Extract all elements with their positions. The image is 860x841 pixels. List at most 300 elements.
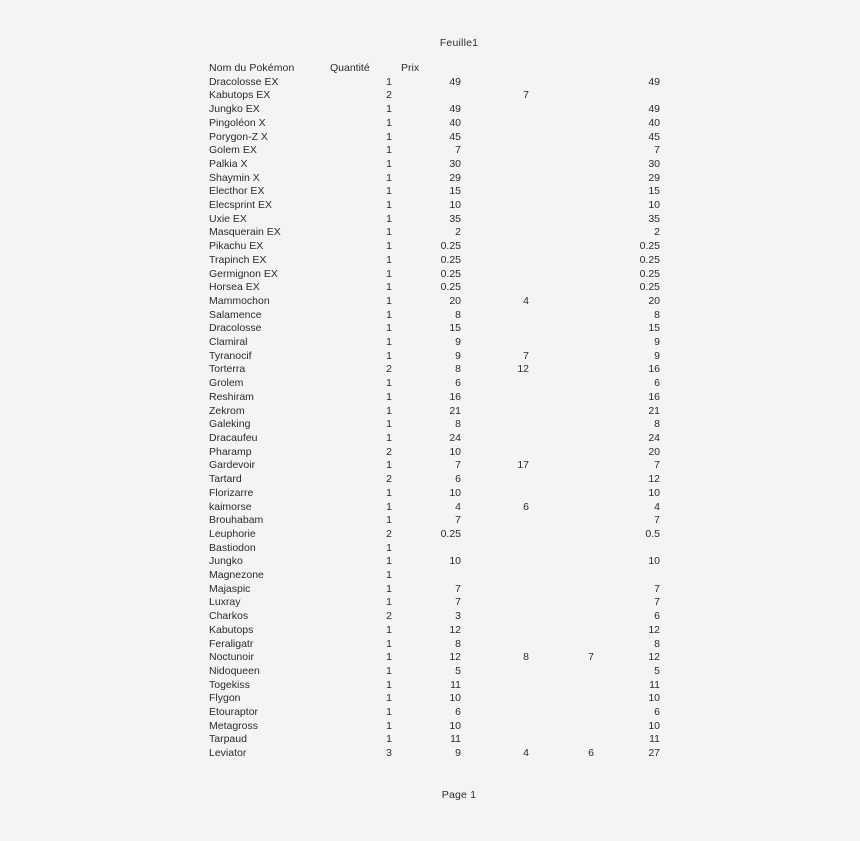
cell-price: 8 <box>455 418 461 431</box>
cell-quantity: 2 <box>386 610 392 623</box>
cell-extra1 <box>461 624 529 638</box>
cell-price: 10 <box>449 719 461 732</box>
cell-name: Brouhabam <box>209 514 264 527</box>
cell-quantity: 1 <box>386 75 392 88</box>
cell-total: 35 <box>648 212 660 225</box>
table-row <box>209 514 660 528</box>
cell-price: 49 <box>449 75 461 88</box>
cell-quantity: 2 <box>386 445 392 458</box>
cell-extra2 <box>529 514 594 528</box>
cell-total: 10 <box>648 719 660 732</box>
cell-price: 7 <box>455 514 461 527</box>
cell-name: Mammochon <box>209 294 270 307</box>
cell-name: Porygon-Z X <box>209 130 268 143</box>
table-row <box>209 651 660 665</box>
table-row <box>209 405 660 419</box>
table-row <box>209 555 660 569</box>
cell-price: 20 <box>449 294 461 307</box>
column-header-price: Prix <box>401 62 420 74</box>
table-row <box>209 89 660 103</box>
table-row <box>209 583 660 597</box>
table-body <box>209 76 660 761</box>
cell-quantity: 1 <box>386 418 392 431</box>
cell-quantity: 1 <box>386 103 392 116</box>
cell-total: 4 <box>654 500 660 513</box>
cell-total: 9 <box>654 349 660 362</box>
cell-name: Galeking <box>209 418 251 431</box>
cell-price: 12 <box>449 623 461 636</box>
cell-extra1 <box>461 706 529 720</box>
cell-quantity: 1 <box>386 322 392 335</box>
cell-extra2 <box>529 144 594 158</box>
cell-extra1 <box>461 638 529 652</box>
cell-price: 15 <box>449 185 461 198</box>
cell-extra2 <box>529 226 594 240</box>
cell-quantity: 1 <box>386 294 392 307</box>
cell-price: 11 <box>450 733 461 746</box>
cell-extra2 <box>529 665 594 679</box>
cell-total: 11 <box>649 678 660 691</box>
cell-total: 27 <box>648 747 660 760</box>
cell-extra2 <box>529 405 594 419</box>
cell-price: 30 <box>449 157 461 170</box>
cell-total: 20 <box>648 294 660 307</box>
cell-extra2 <box>529 459 594 473</box>
cell-quantity: 1 <box>386 514 392 527</box>
cell-extra2 <box>529 569 594 583</box>
cell-total: 30 <box>648 157 660 170</box>
column-header-extra2 <box>529 62 594 76</box>
cell-extra2 <box>529 295 594 309</box>
cell-price: 5 <box>455 664 461 677</box>
table-row <box>209 213 660 227</box>
cell-extra1 <box>461 487 529 501</box>
cell-extra1 <box>461 569 529 583</box>
cell-extra2 <box>529 268 594 282</box>
cell-name: Dracolosse <box>209 322 262 335</box>
cell-price: 7 <box>455 144 461 157</box>
cell-price: 8 <box>455 363 461 376</box>
table-row <box>209 692 660 706</box>
cell-name: Noctunoir <box>209 651 254 664</box>
table-row <box>209 76 660 90</box>
cell-name: Charkos <box>209 610 249 623</box>
cell-extra1: 8 <box>523 651 529 664</box>
cell-quantity: 1 <box>386 253 392 266</box>
cell-name: Grolem <box>209 377 244 390</box>
cell-quantity: 2 <box>386 89 392 102</box>
cell-extra1: 12 <box>517 363 529 376</box>
cell-price: 29 <box>449 171 461 184</box>
cell-extra2 <box>529 679 594 693</box>
cell-extra2 <box>529 281 594 295</box>
table-row <box>209 226 660 240</box>
cell-total: 12 <box>648 473 660 486</box>
cell-extra1: 6 <box>523 500 529 513</box>
cell-quantity: 1 <box>386 596 392 609</box>
cell-price: 10 <box>449 555 461 568</box>
cell-price: 10 <box>449 692 461 705</box>
cell-price: 6 <box>455 473 461 486</box>
cell-name: Feraligatr <box>209 637 254 650</box>
cell-price: 4 <box>455 500 461 513</box>
cell-quantity: 1 <box>386 281 392 294</box>
cell-extra1 <box>461 158 529 172</box>
cell-total: 0.25 <box>639 240 660 253</box>
cell-quantity: 1 <box>386 157 392 170</box>
table-row <box>209 158 660 172</box>
cell-name: Leviator <box>209 747 247 760</box>
cell-extra1 <box>461 185 529 199</box>
cell-name: Dracolosse EX <box>209 75 279 88</box>
cell-price: 8 <box>455 308 461 321</box>
cell-name: Elecsprint EX <box>209 199 273 212</box>
cell-name: Togekiss <box>209 678 250 691</box>
cell-quantity: 1 <box>386 678 392 691</box>
cell-extra1 <box>461 555 529 569</box>
cell-price: 40 <box>449 116 461 129</box>
cell-extra1 <box>461 733 529 747</box>
cell-extra2 <box>529 583 594 597</box>
table-row <box>209 624 660 638</box>
cell-extra2 <box>529 350 594 364</box>
cell-quantity: 1 <box>386 240 392 253</box>
cell-name: Masquerain EX <box>209 226 281 239</box>
cell-quantity: 1 <box>386 185 392 198</box>
cell-total: 7 <box>654 459 660 472</box>
cell-name: Horsea EX <box>209 281 260 294</box>
cell-extra2 <box>529 172 594 186</box>
cell-extra1 <box>461 432 529 446</box>
cell-extra2 <box>529 528 594 542</box>
cell-extra1 <box>461 473 529 487</box>
cell-extra1 <box>461 254 529 268</box>
table-row <box>209 638 660 652</box>
cell-extra2 <box>529 199 594 213</box>
cell-name: Nidoqueen <box>209 664 260 677</box>
cell-name: Palkia X <box>209 157 248 170</box>
cell-total: 7 <box>654 582 660 595</box>
cell-quantity: 1 <box>386 637 392 650</box>
cell-quantity: 1 <box>386 623 392 636</box>
cell-extra2 <box>529 446 594 460</box>
cell-total: 16 <box>648 390 660 403</box>
cell-quantity: 1 <box>386 569 392 582</box>
cell-extra1 <box>461 144 529 158</box>
cell-total: 40 <box>648 116 660 129</box>
cell-quantity: 1 <box>386 336 392 349</box>
table-row <box>209 268 660 282</box>
table-row <box>209 501 660 515</box>
table-row <box>209 542 660 556</box>
cell-price: 0.25 <box>440 281 461 294</box>
cell-name: Kabutops <box>209 623 254 636</box>
cell-price: 2 <box>455 226 461 239</box>
table-row <box>209 720 660 734</box>
table-row <box>209 254 660 268</box>
cell-extra1 <box>461 322 529 336</box>
cell-price: 12 <box>449 651 461 664</box>
column-header-total <box>594 62 660 76</box>
cell-extra1: 7 <box>523 349 529 362</box>
cell-total: 6 <box>654 706 660 719</box>
cell-quantity: 1 <box>386 212 392 225</box>
cell-extra1: 4 <box>523 747 529 760</box>
cell-total: 10 <box>648 486 660 499</box>
cell-name: Shaymin X <box>209 171 260 184</box>
cell-price: 0.25 <box>440 267 461 280</box>
cell-name: Pingoléon X <box>209 116 266 129</box>
cell-extra1 <box>461 226 529 240</box>
cell-extra1 <box>461 199 529 213</box>
cell-extra2: 7 <box>588 651 594 664</box>
table-row <box>209 377 660 391</box>
cell-name: Pharamp <box>209 445 252 458</box>
cell-extra1 <box>461 514 529 528</box>
table-row <box>209 432 660 446</box>
column-header-quantity: Quantité <box>330 62 370 74</box>
page-footer: Page 1 <box>441 789 477 801</box>
cell-total: 0.25 <box>639 253 660 266</box>
cell-quantity: 1 <box>386 431 392 444</box>
cell-extra2 <box>529 555 594 569</box>
cell-name: Gardevoir <box>209 459 256 472</box>
cell-price: 8 <box>455 637 461 650</box>
cell-extra2 <box>529 624 594 638</box>
cell-price: 10 <box>449 199 461 212</box>
cell-name: Pikachu EX <box>209 240 264 253</box>
cell-total: 12 <box>648 651 660 664</box>
sheet-title: Feuille1 <box>439 37 479 49</box>
cell-total: 29 <box>648 171 660 184</box>
cell-extra1 <box>461 281 529 295</box>
cell-extra1 <box>461 542 529 556</box>
cell-quantity: 1 <box>386 733 392 746</box>
cell-extra2 <box>529 692 594 706</box>
cell-extra1 <box>461 117 529 131</box>
cell-total: 0.25 <box>639 267 660 280</box>
cell-extra1 <box>461 596 529 610</box>
table-row <box>209 295 660 309</box>
cell-name: Flygon <box>209 692 241 705</box>
cell-extra1 <box>461 377 529 391</box>
cell-total: 8 <box>654 418 660 431</box>
cell-price: 9 <box>455 336 461 349</box>
cell-quantity: 1 <box>386 171 392 184</box>
cell-extra2 <box>529 89 594 103</box>
table-row <box>209 199 660 213</box>
cell-total: 12 <box>648 623 660 636</box>
cell-extra1: 7 <box>523 89 529 102</box>
cell-extra2 <box>529 418 594 432</box>
cell-price: 45 <box>449 130 461 143</box>
cell-quantity: 1 <box>386 459 392 472</box>
table-header-row <box>209 62 660 76</box>
cell-price: 49 <box>449 103 461 116</box>
table-row <box>209 459 660 473</box>
table-row <box>209 240 660 254</box>
table-row <box>209 309 660 323</box>
cell-quantity: 1 <box>386 390 392 403</box>
cell-total: 7 <box>654 596 660 609</box>
table-row <box>209 322 660 336</box>
cell-name: Germignon EX <box>209 267 278 280</box>
cell-total: 24 <box>648 431 660 444</box>
cell-price: 11 <box>450 678 461 691</box>
cell-quantity: 1 <box>386 582 392 595</box>
cell-total: 20 <box>648 445 660 458</box>
cell-extra1 <box>461 213 529 227</box>
cell-total: 10 <box>648 692 660 705</box>
cell-total: 9 <box>654 336 660 349</box>
cell-extra2 <box>529 487 594 501</box>
cell-name: Dracaufeu <box>209 431 258 444</box>
cell-name: Reshiram <box>209 390 254 403</box>
table-row <box>209 350 660 364</box>
cell-price: 24 <box>449 431 461 444</box>
cell-quantity: 1 <box>386 199 392 212</box>
cell-quantity: 1 <box>386 555 392 568</box>
table-row <box>209 172 660 186</box>
cell-extra1 <box>461 131 529 145</box>
table-row <box>209 747 660 761</box>
table-row <box>209 336 660 350</box>
cell-extra2 <box>529 391 594 405</box>
cell-name: Luxray <box>209 596 241 609</box>
table-row <box>209 665 660 679</box>
table-row <box>209 487 660 501</box>
cell-name: Electhor EX <box>209 185 265 198</box>
cell-price <box>392 542 461 556</box>
table-row <box>209 131 660 145</box>
cell-extra2: 6 <box>588 747 594 760</box>
cell-total: 49 <box>648 75 660 88</box>
cell-price: 15 <box>449 322 461 335</box>
cell-extra2 <box>529 501 594 515</box>
cell-extra1 <box>461 268 529 282</box>
cell-quantity: 1 <box>386 267 392 280</box>
cell-extra1 <box>461 679 529 693</box>
cell-price: 0.25 <box>440 527 461 540</box>
cell-total: 5 <box>654 664 660 677</box>
column-header-extra1 <box>461 62 529 76</box>
cell-price: 10 <box>449 445 461 458</box>
cell-quantity: 3 <box>386 747 392 760</box>
cell-name: Uxie EX <box>209 212 247 225</box>
cell-total <box>594 89 660 103</box>
cell-extra1 <box>461 418 529 432</box>
table-row <box>209 363 660 377</box>
cell-extra2 <box>529 432 594 446</box>
cell-name: kaimorse <box>209 500 252 513</box>
cell-extra2 <box>529 596 594 610</box>
cell-name: Zekrom <box>209 404 245 417</box>
cell-quantity: 1 <box>386 116 392 129</box>
cell-name: Majaspic <box>209 582 251 595</box>
table-row <box>209 185 660 199</box>
cell-name: Jungko EX <box>209 103 260 116</box>
cell-quantity: 1 <box>386 706 392 719</box>
cell-quantity: 1 <box>386 664 392 677</box>
cell-name: Trapinch EX <box>209 253 267 266</box>
cell-quantity: 1 <box>386 130 392 143</box>
cell-total: 15 <box>648 185 660 198</box>
cell-extra2 <box>529 213 594 227</box>
cell-extra1 <box>461 336 529 350</box>
table-row <box>209 117 660 131</box>
cell-total <box>594 542 660 556</box>
cell-extra1 <box>461 103 529 117</box>
cell-total: 8 <box>654 308 660 321</box>
cell-price: 35 <box>449 212 461 225</box>
cell-quantity: 1 <box>386 651 392 664</box>
cell-name: Kabutops EX <box>209 89 271 102</box>
cell-extra2 <box>529 720 594 734</box>
cell-quantity: 1 <box>386 541 392 554</box>
table-header <box>209 62 660 76</box>
cell-total <box>594 569 660 583</box>
cell-price: 16 <box>449 390 461 403</box>
cell-total: 6 <box>654 377 660 390</box>
cell-extra2 <box>529 638 594 652</box>
table-row <box>209 103 660 117</box>
pokemon-inventory-table <box>209 62 660 761</box>
cell-extra2 <box>529 336 594 350</box>
cell-total: 0.5 <box>645 527 660 540</box>
cell-extra1 <box>461 665 529 679</box>
cell-price <box>392 569 461 583</box>
cell-total: 11 <box>649 733 660 746</box>
cell-name: Jungko <box>209 555 243 568</box>
cell-total: 10 <box>648 199 660 212</box>
cell-price: 9 <box>455 747 461 760</box>
cell-price: 0.25 <box>440 253 461 266</box>
cell-total: 10 <box>648 555 660 568</box>
table-row <box>209 418 660 432</box>
cell-quantity: 2 <box>386 527 392 540</box>
cell-name: Tyranocif <box>209 349 252 362</box>
cell-extra1 <box>461 610 529 624</box>
cell-price: 3 <box>455 610 461 623</box>
cell-quantity: 1 <box>386 404 392 417</box>
cell-extra1 <box>461 172 529 186</box>
cell-price: 7 <box>455 582 461 595</box>
cell-price: 7 <box>455 459 461 472</box>
table-row <box>209 473 660 487</box>
table-row <box>209 391 660 405</box>
cell-price: 9 <box>455 349 461 362</box>
cell-extra1 <box>461 405 529 419</box>
cell-total: 7 <box>654 514 660 527</box>
cell-name: Golem EX <box>209 144 257 157</box>
table-row <box>209 596 660 610</box>
cell-total: 15 <box>648 322 660 335</box>
cell-name: Tarpaud <box>209 733 247 746</box>
table-row <box>209 281 660 295</box>
table-row <box>209 528 660 542</box>
cell-total: 21 <box>648 404 660 417</box>
cell-price: 6 <box>455 377 461 390</box>
table-row <box>209 569 660 583</box>
cell-total: 8 <box>654 637 660 650</box>
cell-price <box>392 89 461 103</box>
cell-name: Torterra <box>209 363 246 376</box>
cell-total: 16 <box>648 363 660 376</box>
cell-total: 49 <box>648 103 660 116</box>
cell-price: 7 <box>455 596 461 609</box>
cell-quantity: 1 <box>386 144 392 157</box>
cell-total: 2 <box>654 226 660 239</box>
